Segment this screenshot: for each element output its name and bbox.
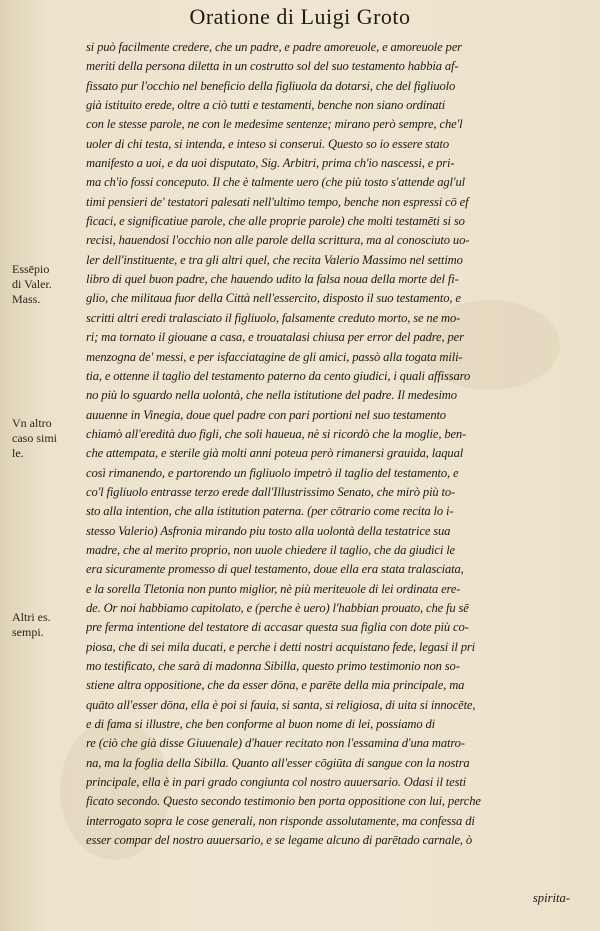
margin-note-3 bbox=[12, 610, 51, 640]
margin-note-line: Vn altro bbox=[12, 416, 52, 430]
margin-note-1 bbox=[12, 262, 52, 307]
text-line: chiamò all'eredità duo figli, che soli haueua, nè si ricordò che la moglie, ben- bbox=[86, 426, 467, 441]
body-text bbox=[86, 38, 578, 850]
text-line: madre, che al merito proprio, non uuole chiedere il taglio, che da giudici le bbox=[86, 542, 455, 557]
margin-note-line: di Valer. bbox=[12, 277, 52, 291]
text-line: e la sorella Tletonia non punto miglior, nè più meriteuole di lei ordinata ere- bbox=[86, 581, 461, 596]
margin-note-line: caso simi bbox=[12, 431, 57, 445]
text-line: con le stesse parole, ne con le medesime sentenze; mirano però sempre, che'l bbox=[86, 117, 463, 132]
text-line: stesso Valerio) Asfronia mirando piu tosto alla uolontà della testatrice sua bbox=[86, 523, 451, 538]
text-line: era sicuramente promesso di quel testamento, doue ella era stata tralasciata, bbox=[86, 562, 464, 577]
running-header: Oratione di Luigi Groto bbox=[189, 4, 411, 29]
text-line: stiene altra oppositione, che da esser dōna, e parēte della mia principale, ma bbox=[86, 678, 465, 693]
margin-note-2 bbox=[12, 416, 57, 461]
text-line: no più lo sguardo nella uolontà, che nella istitutione del padre. Il medesimo bbox=[86, 388, 457, 403]
text-line: de. Or noi habbiamo capitolato, e (perche è uero) l'habbian prouato, che fu sē bbox=[86, 600, 469, 615]
text-line: esser compar del nostro auuersario, e se legame alcuno di parētado carnale, ò bbox=[86, 833, 473, 848]
text-line: manifesto a uoi, e da uoi disputato, Sig. Arbitri, prima ch'io nascessi, e pri- bbox=[86, 156, 455, 171]
text-line: meriti della persona diletta in un costrutto sol del suo testamento habbia af- bbox=[86, 59, 459, 74]
text-line: co'l figliuolo entrasse terzo erede dall'Illustrissimo Senato, che mirò più to- bbox=[86, 484, 456, 499]
text-line: quāto all'esser dōna, ella è poi si fauia, si santa, si religiosa, di uita si innocēte, bbox=[86, 697, 476, 712]
text-line: pre ferma intentione del testatore di accasar questa sua figlia con dote più co- bbox=[86, 620, 469, 635]
text-line: principale, ella è in pari grado congiunta col nostro auuersario. Odasi il testi bbox=[86, 775, 467, 790]
text-line: ri; ma tornato il giouane a casa, e trouatalasi chiusa per error del padre, per bbox=[86, 330, 464, 345]
text-line: uoler di chi testa, si intenda, e inteso si conserui. Questo so io essere stato bbox=[86, 136, 450, 151]
text-line: ler dell'instituente, e tra gli altri quel, che recita Valerio Massimo nel settimo bbox=[86, 252, 463, 267]
margin-note-line: sempi. bbox=[12, 625, 44, 639]
text-line: e di fama si illustre, che ben conforme al buon nome di lei, possiamo di bbox=[86, 717, 436, 732]
text-line: menzogna de' messi, e per isfacciatagine de gli amici, passò alla togata mili- bbox=[86, 349, 463, 364]
margin-note-line: Essēpio bbox=[12, 262, 50, 276]
text-line: scritti altri eredi tralasciato il figliuolo, falsamente creduto morto, se ne mo- bbox=[86, 310, 461, 325]
text-line: ficato secondo. Questo secondo testimonio ben porta oppositione con lui, perche bbox=[86, 794, 481, 809]
text-line: fissato pur l'occhio nel beneficio della figliuola da dotarsi, che del figliuolo bbox=[86, 78, 456, 93]
text-line: ficaci, e significatiue parole, che alle proprie parole) che molti testamēti si so bbox=[86, 214, 465, 229]
margin-note-line: Mass. bbox=[12, 292, 41, 306]
text-line: re (ciò che già disse Giuuenale) d'hauer recitato non l'essamina d'una matro- bbox=[86, 736, 465, 751]
text-line: mo testificato, che sarà di madonna Sibilla, questo primo testimonio non so- bbox=[86, 659, 460, 673]
text-line: timi pensieri de' testatori palesati nell'ultimo tempo, benche non espressi cō ef bbox=[86, 194, 469, 209]
text-line: si può facilmente credere, che un padre, e padre amoreuole, e amoreuole per bbox=[86, 40, 462, 54]
text-line: auuenne in Vinegia, doue quel padre con pari portioni nel suo testamento bbox=[86, 407, 446, 422]
text-line: sto alla intention, che alla istitution paterna. (per cōtrario come recita lo i- bbox=[86, 504, 454, 519]
text-line: na, ma la foglia della Sibilla. Quanto all'esser cōgiūta di sangue con la nostra bbox=[86, 755, 470, 770]
text-line: glio, che militaua fuor della Città nell'essercito, dispostο il suo testamento, e bbox=[86, 291, 461, 306]
text-line: interrogato sopra le cose generali, non risponde assolutamente, ma confessa di bbox=[86, 813, 475, 828]
text-line: così rimanendo, e partorendo un figliuolo impetrò il taglio del testamento, e bbox=[86, 465, 459, 480]
text-line: già istituito erede, oltre a ciò tutti e testamenti, benche non siano ordinati bbox=[86, 98, 446, 113]
margin-note-line: le. bbox=[12, 446, 24, 460]
text-line: piosa, che di sei mila ducati, e perche i detti nostri acquistano fede, legasi il pri bbox=[86, 639, 476, 654]
text-line: ma ch'io fossi conceputo. Il che è talmente uero (che più tosto s'attende agl'ul bbox=[86, 175, 465, 190]
margin-note-line: Altri es. bbox=[12, 610, 51, 624]
text-line: tia, e ottenne il taglio del testamento paterno da cento giudici, i quali affissaro bbox=[86, 368, 471, 383]
text-line: recisi, hauendosi l'occhio non alle parole della scrittura, ma al conosciuto uo- bbox=[86, 233, 470, 248]
text-line: che attempata, e sterile già molti anni poteua però rimanersi grauida, laqual bbox=[86, 446, 464, 461]
text-line: libro di quel buon padre, che hauendo udito la falsa noua della morte del fi- bbox=[86, 272, 459, 287]
catchword: spirita- bbox=[532, 891, 570, 905]
